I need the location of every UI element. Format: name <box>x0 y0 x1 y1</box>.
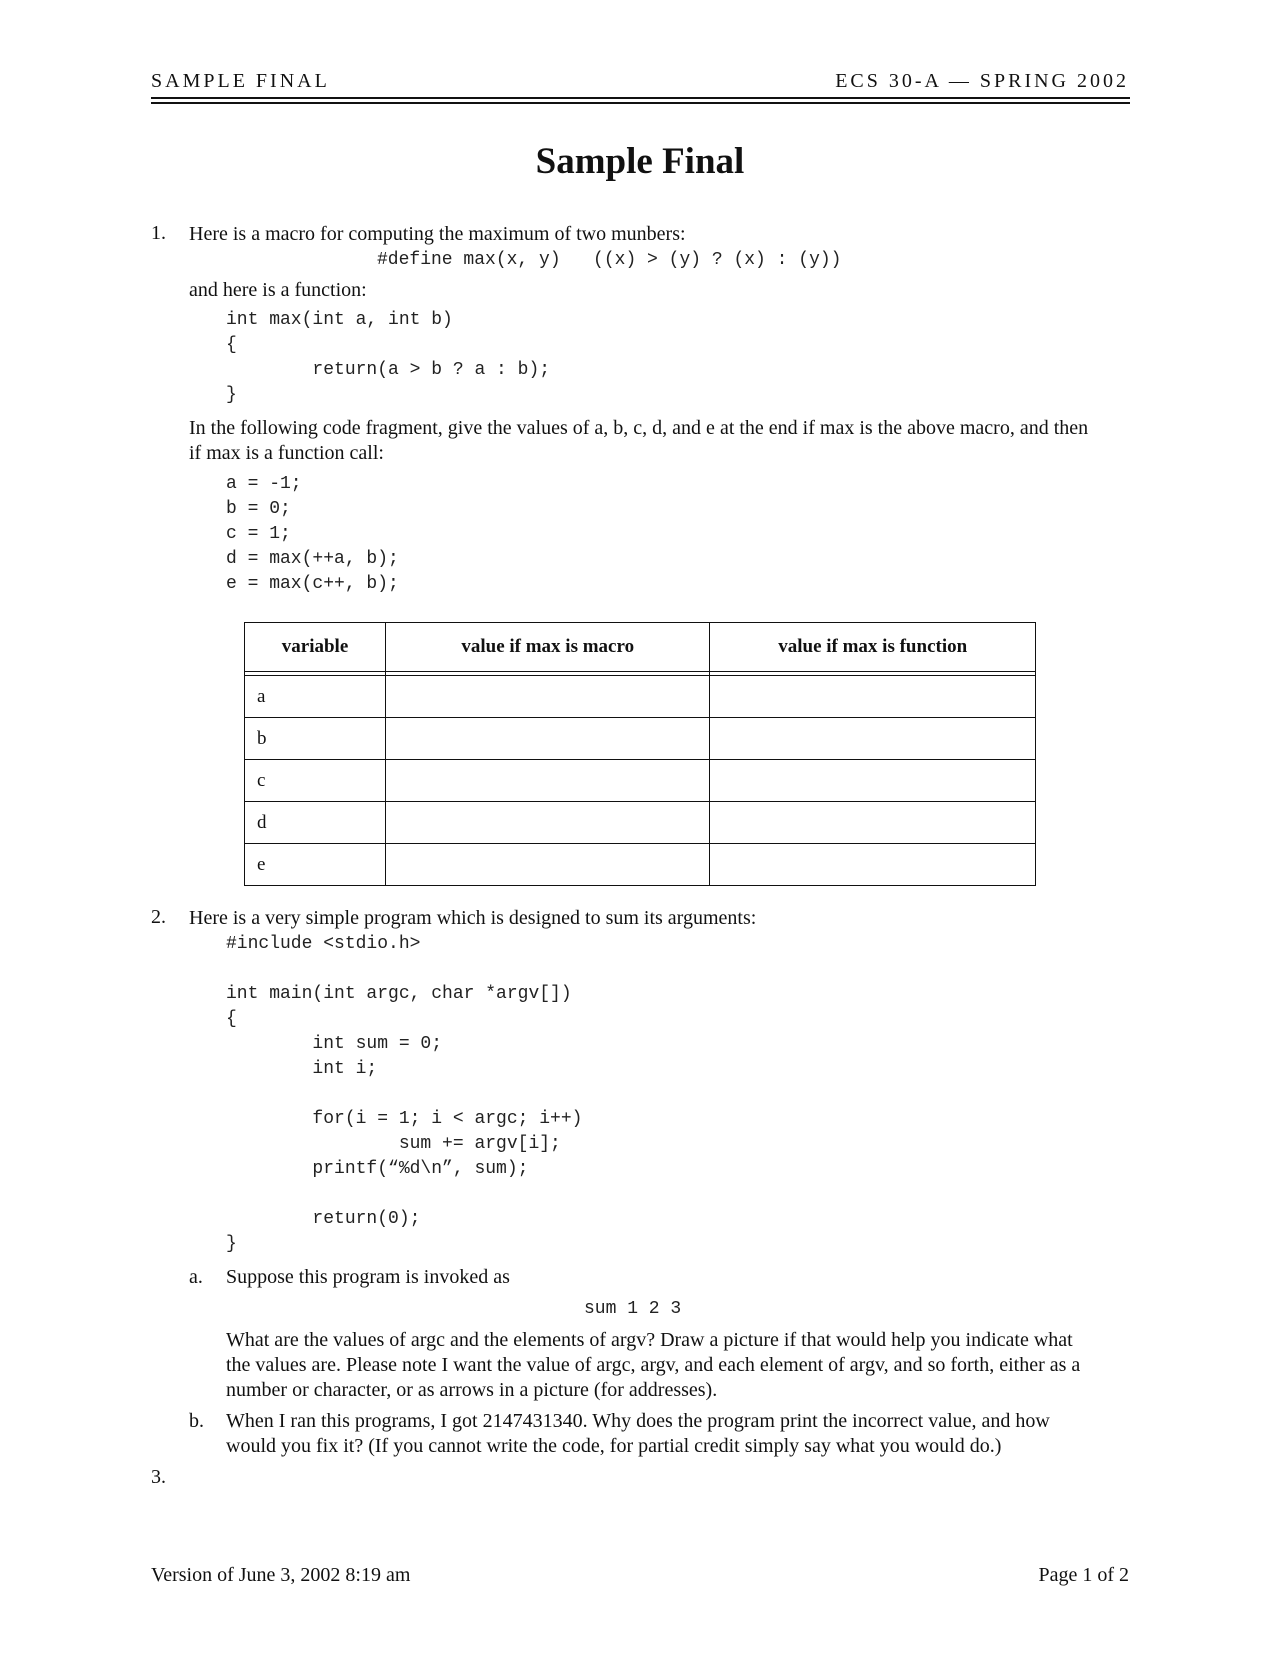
part-a-text-line-1: What are the values of argc and the elements of argv? Draw a picture if that would help you indicate what <box>226 1329 1073 1351</box>
footer-page-number: Page 1 of 2 <box>1038 1564 1129 1586</box>
program-code-line: sum += argv[i]; <box>226 1134 561 1154</box>
question-2-intro: Here is a very simple program which is designed to sum its arguments: <box>189 907 757 929</box>
table-row <box>245 844 1036 886</box>
program-code-line: int sum = 0; <box>226 1034 443 1054</box>
program-code-line: #include <stdio.h> <box>226 934 421 954</box>
page-title <box>0 140 1280 183</box>
program-code-line: { <box>226 1009 237 1029</box>
question-1-prompt-line-2: if max is a function call: <box>189 442 384 464</box>
macro-answer-cell[interactable] <box>386 676 710 718</box>
part-a-intro: Suppose this program is invoked as <box>226 1266 510 1288</box>
function-answer-cell[interactable] <box>710 718 1036 760</box>
macro-definition: #define max(x, y) ((x) > (y) ? (x) : (y)) <box>377 250 842 270</box>
table-row <box>245 676 1036 718</box>
part-b-text-line-1: When I ran this programs, I got 2147431340. Why does the program print the incorrect value, and how <box>226 1410 1050 1432</box>
table-row <box>245 718 1036 760</box>
variable-cell: a <box>245 676 386 718</box>
variable-cell: e <box>245 844 386 886</box>
question-2-number: 2. <box>151 906 166 928</box>
header-rule-double <box>151 102 1130 104</box>
invocation-command: sum 1 2 3 <box>584 1299 682 1319</box>
question-3-number: 3. <box>151 1466 166 1488</box>
code-fragment-line: a = -1; <box>226 474 302 494</box>
macro-answer-cell[interactable] <box>386 844 710 886</box>
part-a-text-line-2: the values are. Please note I want the value of argc, argv, and each element of argv, and so forth, either as a <box>226 1354 1081 1376</box>
footer-version: Version of June 3, 2002 8:19 am <box>151 1564 411 1586</box>
part-b-label: b. <box>189 1410 204 1432</box>
table-header-row <box>245 623 1036 672</box>
table-row <box>245 760 1036 802</box>
macro-answer-cell[interactable] <box>386 802 710 844</box>
part-b-text-line-2: would you fix it? (If you cannot write the code, for partial credit simply say what you would do.) <box>226 1435 1002 1457</box>
column-header-variable: variable <box>245 623 386 672</box>
code-fragment-line: d = max(++a, b); <box>226 549 399 569</box>
running-header-right: ECS 30-A — SPRING 2002 <box>835 70 1129 92</box>
function-intro: and here is a function: <box>189 279 367 301</box>
variable-cell: d <box>245 802 386 844</box>
macro-answer-cell[interactable] <box>386 718 710 760</box>
code-fragment-line: c = 1; <box>226 524 291 544</box>
part-a-label: a. <box>189 1266 203 1288</box>
code-fragment-line: e = max(c++, b); <box>226 574 399 594</box>
variable-cell: c <box>245 760 386 802</box>
program-code-line: for(i = 1; i < argc; i++) <box>226 1109 583 1129</box>
function-code-line: } <box>226 385 237 405</box>
program-code-line: } <box>226 1234 237 1254</box>
function-answer-cell[interactable] <box>710 760 1036 802</box>
table-row <box>245 802 1036 844</box>
column-header-macro: value if max is macro <box>386 623 710 672</box>
code-fragment-line: b = 0; <box>226 499 291 519</box>
answer-table <box>244 622 1036 886</box>
question-1-intro: Here is a macro for computing the maximum of two munbers: <box>189 223 686 245</box>
program-code-line: int i; <box>226 1059 378 1079</box>
function-answer-cell[interactable] <box>710 844 1036 886</box>
page-title-text: Sample Final <box>535 141 745 182</box>
macro-answer-cell[interactable] <box>386 760 710 802</box>
function-answer-cell[interactable] <box>710 802 1036 844</box>
program-code-line: printf(“%d\n”, sum); <box>226 1159 529 1179</box>
function-answer-cell[interactable] <box>710 676 1036 718</box>
header-rule <box>151 97 1130 99</box>
function-code-line: return(a > b ? a : b); <box>226 360 551 380</box>
question-1-number: 1. <box>151 222 166 244</box>
variable-cell: b <box>245 718 386 760</box>
program-code-line: return(0); <box>226 1209 421 1229</box>
running-header-left: SAMPLE FINAL <box>151 70 330 92</box>
program-code-line: int main(int argc, char *argv[]) <box>226 984 572 1004</box>
function-code-line: { <box>226 335 237 355</box>
part-a-text-line-3: number or character, or as arrows in a picture (for addresses). <box>226 1379 718 1401</box>
column-header-function: value if max is function <box>710 623 1036 672</box>
function-code-line: int max(int a, int b) <box>226 310 453 330</box>
question-1-prompt-line-1: In the following code fragment, give the values of a, b, c, d, and e at the end if max is the above macro, and then <box>189 417 1089 439</box>
